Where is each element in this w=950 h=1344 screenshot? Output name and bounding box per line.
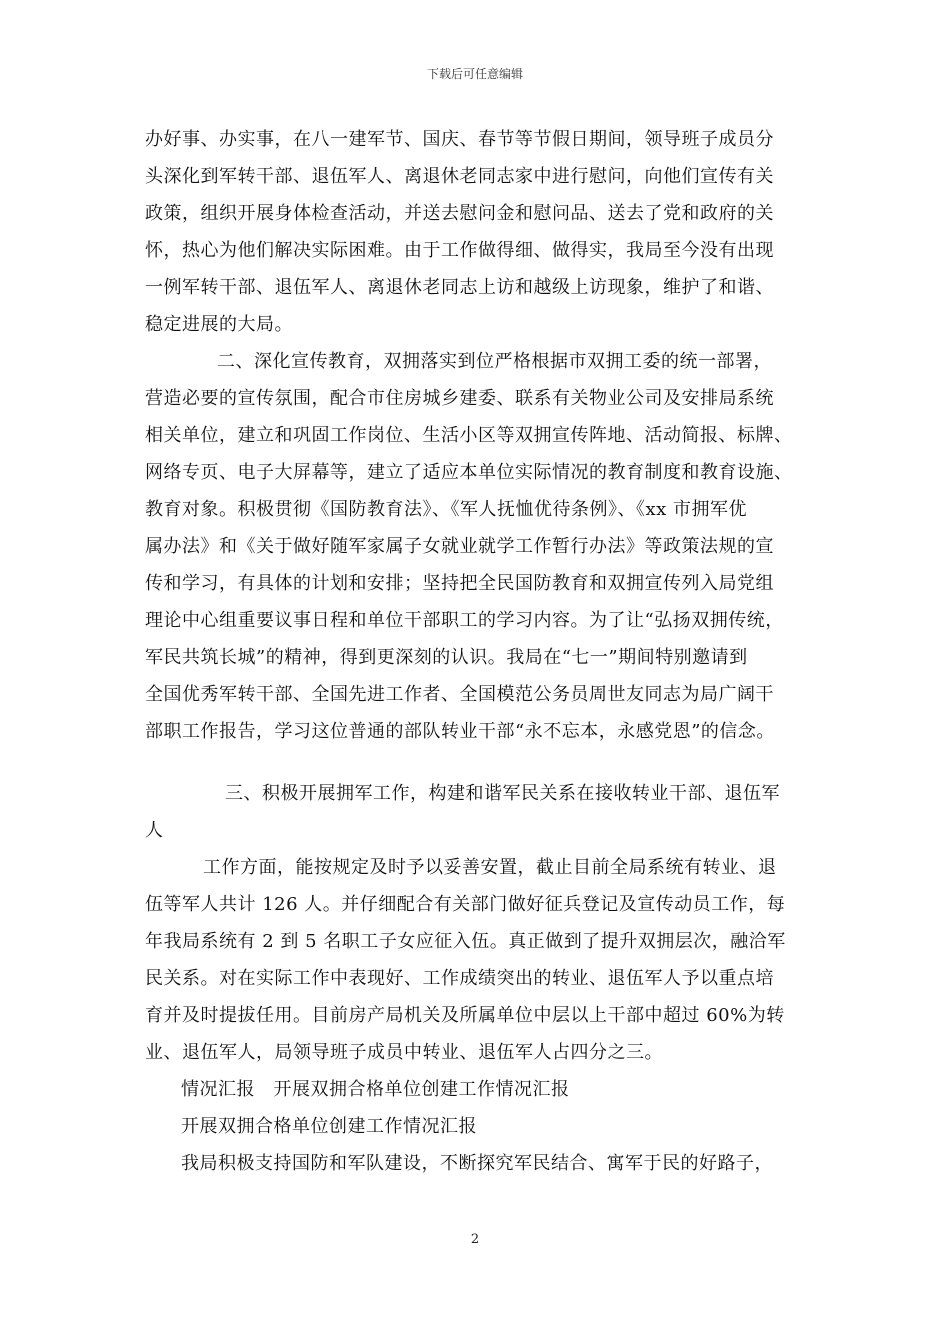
paragraph-4-line: 育并及时提拔任用。目前房产局机关及所属单位中层以上干部中超过 60%为转 xyxy=(145,1005,785,1026)
paragraph-2-line: 部职工作报告，学习这位普通的部队转业干部“永不忘本，永感党恩”的信念。 xyxy=(145,721,775,742)
paragraph-2-line: 军民共筑长城”的精神，得到更深刻的认识。我局在“七一”期间特别邀请到 xyxy=(145,647,748,668)
paragraph-7-line: 我局积极支持国防和军队建设，不断探究军民结合、寓军于民的好路子， xyxy=(181,1153,773,1174)
paragraph-1-line: 一例军转干部、退伍军人、离退休老同志上访和越级上访现象，维护了和谐、 xyxy=(145,277,774,298)
paragraph-2-line: 相关单位，建立和巩固工作岗位、生活小区等双拥宣传阵地、活动简报、标牌、 xyxy=(145,425,793,446)
document-body xyxy=(145,121,825,1182)
paragraph-1-line: 怀，热心为他们解决实际困难。由于工作做得细、做得实，我局至今没有出现 xyxy=(145,240,774,261)
paragraph-2-line: 理论中心组重要议事日程和单位干部职工的学习内容。为了让“弘扬双拥传统， xyxy=(145,610,784,631)
report-subtitle-line: 开展双拥合格单位创建工作情况汇报 xyxy=(181,1116,477,1137)
paragraph-2-line: 网络专页、电子大屏幕等，建立了适应本单位实际情况的教育制度和教育设施、 xyxy=(145,462,793,483)
paragraph-1-line: 稳定进展的大局。 xyxy=(145,314,293,335)
section-2-heading-line: 二、深化宣传教育，双拥落实到位严格根据市双拥工委的统一部署， xyxy=(217,351,772,372)
paragraph-2-line: 属办法》和《关于做好随军家属子女就业就学工作暂行办法》等政策法规的宣 xyxy=(145,536,774,557)
paragraph-1-line: 办好事、办实事，在八一建军节、国庆、春节等节假日期间，领导班子成员分 xyxy=(145,129,774,150)
report-title-line: 情况汇报 开展双拥合格单位创建工作情况汇报 xyxy=(181,1079,570,1100)
paragraph-1-line: 政策，组织开展身体检查活动，并送去慰问金和慰问品、送去了党和政府的关 xyxy=(145,203,774,224)
page-header: 下载后可任意编辑 xyxy=(426,67,523,81)
page-number: 2 xyxy=(470,1232,480,1247)
paragraph-4-line: 业、退伍军人，局领导班子成员中转业、退伍军人占四分之三。 xyxy=(145,1042,663,1063)
section-3-heading-line: 人 xyxy=(145,820,164,841)
paragraph-spacer xyxy=(145,750,825,775)
paragraph-2-line: 传和学习，有具体的计划和安排；坚持把全民国防教育和双拥宣传列入局党组 xyxy=(145,573,774,594)
paragraph-1-line: 头深化到军转干部、退伍军人、离退休老同志家中进行慰问，向他们宣传有关 xyxy=(145,166,774,187)
paragraph-4-line: 年我局系统有 2 到 5 名职工子女应征入伍。真正做到了提升双拥层次，融洽军 xyxy=(145,931,786,952)
paragraph-4-line: 工作方面，能按规定及时予以妥善安置，截止目前全局系统有转业、退 xyxy=(203,857,777,878)
paragraph-2-line: 营造必要的宣传氛围，配合市住房城乡建委、联系有关物业公司及安排局系统 xyxy=(145,388,774,409)
paragraph-2-line: 教育对象。积极贯彻《国防教育法》、《军人抚恤优待条例》、《xx 市拥军优 xyxy=(145,499,748,520)
paragraph-4-line: 民关系。对在实际工作中表现好、工作成绩突出的转业、退伍军人予以重点培 xyxy=(145,968,774,989)
section-3-heading-line: 三、积极开展拥军工作，构建和谐军民关系在接收转业干部、退伍军 xyxy=(225,783,780,804)
paragraph-4-line: 伍等军人共计 126 人。并仔细配合有关部门做好征兵登记及宣传动员工作，每 xyxy=(145,894,786,915)
paragraph-2-line: 全国优秀军转干部、全国先进工作者、全国模范公务员周世友同志为局广阔干 xyxy=(145,684,774,705)
